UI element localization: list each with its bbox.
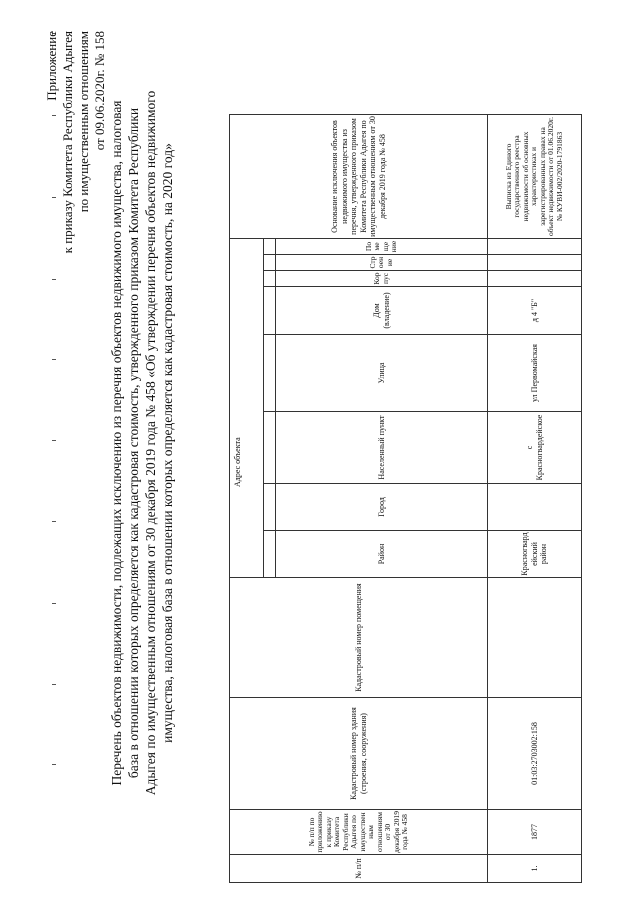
title-line: имущества, налоговая база в отношении которых определяется как кадастровая стоимость, на 2020 год»: [160, 143, 175, 743]
header-settlement: Населенный пункт: [276, 412, 488, 484]
title-line: Адыгея по имущественным отношениям от 30 декабря 2019 года № 458 «Об утверждении перечня объектов недвижимого: [143, 90, 158, 796]
table-row: [488, 115, 582, 883]
header-spacer: [264, 255, 276, 271]
cell-city: [488, 484, 582, 531]
header-spacer: [264, 287, 276, 335]
cell-settlement: с Красногвардейское: [488, 412, 582, 484]
title-line: Перечень объектов недвижимости, подлежащих исключению из перечня объектов недвижимого имущества, налоговая: [109, 100, 124, 786]
cell-street: ул Первомайская: [488, 335, 582, 412]
header-spacer: [264, 239, 276, 255]
cell-basis: Выписка из Единого государственного реестра недвижимости об основных характеристиках и зарегистрированных правах на объект недвижимости от 01.06.2020г. № КУВИ-002/2020-1791863: [488, 115, 582, 239]
cell-district: Красногвардейский район: [488, 531, 582, 578]
cell-cad-premises: [488, 578, 582, 698]
rotated-document-sheet: [40, 13, 600, 893]
annex-line: к приказу Комитета Республики Адыгея: [60, 31, 75, 254]
cell-num: 1.: [488, 855, 582, 883]
annex-line: по имущественным отношениям: [76, 31, 91, 213]
header-pomeschenie: Помещение: [276, 239, 488, 255]
header-korpus: Корпус: [276, 271, 488, 287]
header-num: № п/п: [230, 855, 488, 883]
cell-korpus: [488, 271, 582, 287]
header-city: Город: [276, 484, 488, 531]
header-district: Район: [276, 531, 488, 578]
header-house: Дом (владение): [276, 287, 488, 335]
header-basis: Основание исключения объектов недвижимого имущества из перечня, утвержденного приказом Комитета Республики Адыгея по имущественным отношениям от 30 декабря 2019 года № 458: [230, 115, 488, 239]
cell-stroenie: [488, 255, 582, 271]
header-spacer: [264, 412, 276, 484]
document-title: [108, 63, 176, 823]
header-stroenie: Строение: [276, 255, 488, 271]
header-cad-premises: Кадастровый номер помещения: [230, 578, 488, 698]
title-line: база в отношении которых определяется как кадастровая стоимость, утвержденного приказом Комитета Республики: [126, 107, 141, 779]
annex-line: от 09.06.2020г. № 158: [92, 31, 107, 151]
cell-num-annex: 1877: [488, 810, 582, 855]
header-spacer: [264, 335, 276, 412]
objects-table: [229, 114, 582, 883]
cell-cad-building: 01:03:2703002:158: [488, 698, 582, 810]
header-num-annex: № п/п по приложению к приказу Комитета Республики Адыгея по имущественным отношениям от 30 декабря 2019 года № 458: [230, 810, 488, 855]
cell-house: д 4 "Б": [488, 287, 582, 335]
annex-header: [44, 31, 108, 253]
header-spacer: [264, 271, 276, 287]
header-address: Адрес объекта: [230, 239, 264, 578]
cell-pomeschenie: [488, 239, 582, 255]
header-spacer: [264, 484, 276, 531]
header-cad-building: Кадастровый номер здания (строения, сооружения): [230, 698, 488, 810]
header-spacer: [264, 531, 276, 578]
header-street: Улица: [276, 335, 488, 412]
annex-line: Приложение: [44, 31, 59, 101]
